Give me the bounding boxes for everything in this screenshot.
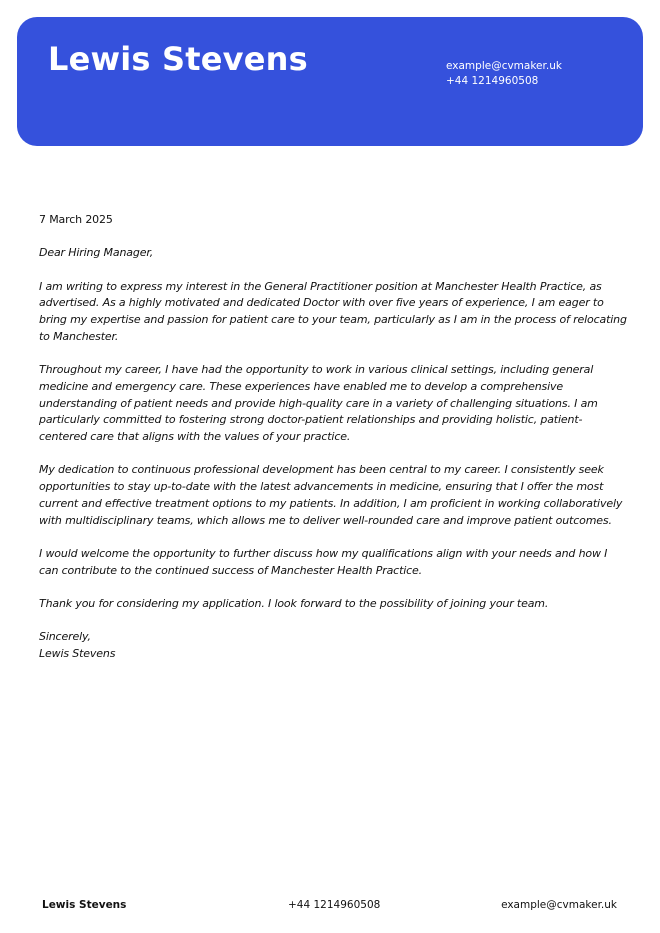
header-email[interactable]: example@cvmaker.uk — [446, 60, 562, 72]
paragraph-5: Thank you for considering my application. I look forward to the possibility of joining your team. — [39, 597, 549, 611]
letter-body — [39, 212, 629, 663]
letter-date: 7 March 2025 — [39, 213, 113, 226]
signature: Lewis Stevens — [39, 647, 116, 661]
paragraph-3: My dedication to continuous professional development has been central to my career. I consistently seek opportunities to stay up-to-date with the latest advancements in medicine, ensuring that I offer the most current and effective treatment options to my patients. In addition, I am proficient in working collaboratively with multidisciplinary teams, which allows me to deliver well-rounded care and improve patient outcomes. — [39, 463, 623, 527]
paragraph-4: I would welcome the opportunity to further discuss how my qualifications align with your needs and how I can contribute to the continued success of Manchester Health Practice. — [39, 546, 608, 577]
applicant-name: Lewis Stevens — [48, 40, 308, 78]
footer-name: Lewis Stevens — [42, 899, 127, 911]
header-contact — [446, 59, 562, 89]
header-phone[interactable]: +44 1214960508 — [446, 75, 539, 87]
footer-phone[interactable]: +44 1214960508 — [288, 899, 381, 911]
paragraph-1: I am writing to express my interest in the General Practitioner position at Manchester Health Practice, as advertised. As a highly motivated and dedicated Doctor with over five years of experience, I am eager to bring my expertise and passion for patient care to your team, particularly as I am in the process of relocating to Manchester. — [39, 279, 627, 343]
closing: Sincerely, — [39, 630, 91, 644]
header-banner — [17, 17, 643, 146]
paragraph-2: Throughout my career, I have had the opportunity to work in various clinical settings, including general medicine and emergency care. These experiences have enabled me to develop a comprehensive understanding of patient needs and provide high-quality care in a variety of challenging situations. I am particularly committed to fostering strong doctor-patient relationships and providing holistic, patient-centered care that aligns with the values of your practice. — [39, 363, 598, 444]
footer-email[interactable]: example@cvmaker.uk — [501, 899, 617, 911]
footer — [0, 899, 660, 915]
salutation: Dear Hiring Manager, — [39, 246, 154, 260]
